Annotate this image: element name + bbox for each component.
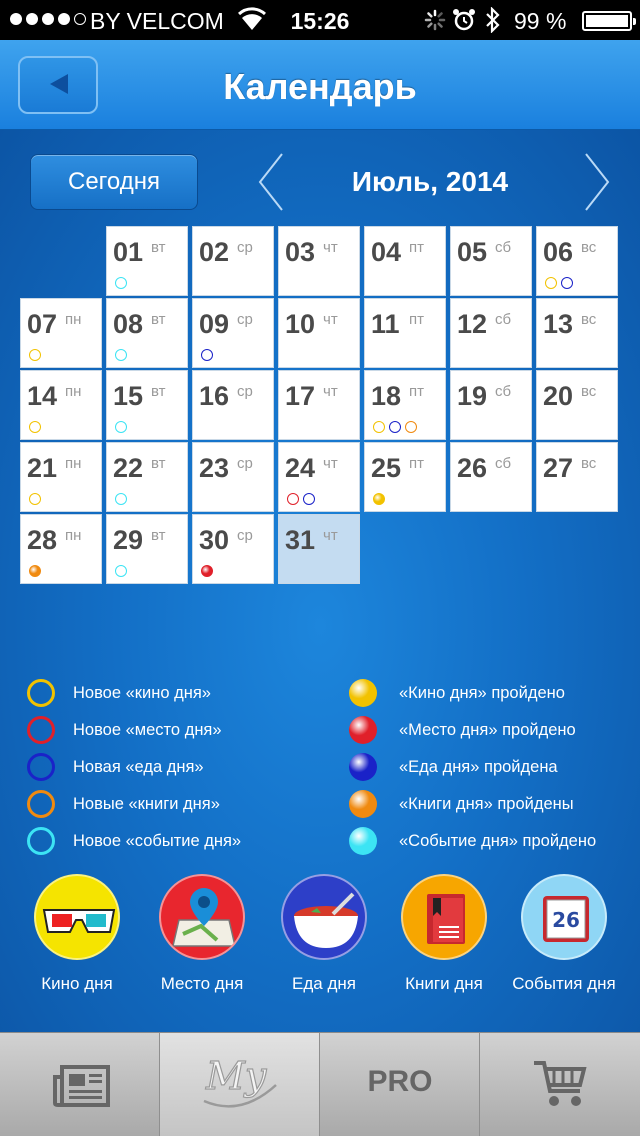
calendar-day-25[interactable] — [364, 442, 446, 512]
day-number: 13 — [543, 309, 574, 339]
red-new-marker-icon — [287, 493, 299, 505]
calendar-day-27[interactable] — [536, 442, 618, 512]
day-of-week: чт — [323, 527, 338, 544]
calendar-day-23[interactable] — [192, 442, 274, 512]
cyan-new-marker-icon — [115, 493, 127, 505]
legend-label: «Событие дня» пройдено — [399, 831, 597, 850]
cyan-new-marker-icon — [115, 349, 127, 361]
calendar-day-24[interactable] — [278, 442, 360, 512]
cyan-new-marker-icon — [115, 277, 127, 289]
day-number: 11 — [371, 309, 400, 339]
day-of-week: пт — [409, 383, 424, 400]
calendar-grid — [0, 226, 640, 586]
day-number: 05 — [457, 237, 488, 267]
calendar-day-26[interactable] — [450, 442, 532, 512]
next-month-button[interactable] — [582, 152, 612, 217]
day-of-week: вт — [151, 455, 166, 472]
ring-icon — [27, 716, 55, 744]
legend-new-item — [27, 676, 211, 710]
category-3d-glasses[interactable] — [17, 874, 137, 994]
day-number: 20 — [543, 381, 574, 411]
ring-icon — [27, 790, 55, 818]
day-number: 30 — [199, 525, 230, 555]
alarm-icon — [452, 8, 476, 38]
legend-label: Новая «еда дня» — [73, 757, 204, 776]
legend-done-item — [349, 787, 574, 821]
map-pin-icon — [159, 874, 245, 960]
activity-spinner-icon — [424, 9, 446, 37]
calendar-day-04[interactable] — [364, 226, 446, 296]
day-of-week: ср — [237, 383, 253, 400]
legend-label: Новое «место дня» — [73, 720, 222, 739]
legend-new-item — [27, 713, 222, 747]
tab-news[interactable] — [0, 1033, 160, 1136]
legend-new-item — [27, 824, 241, 858]
blue-new-marker-icon — [303, 493, 315, 505]
blue-new-marker-icon — [561, 277, 573, 289]
calendar-day-10[interactable] — [278, 298, 360, 368]
day-number: 18 — [371, 381, 402, 411]
calendar-day-29[interactable] — [106, 514, 188, 584]
calendar-day-19[interactable] — [450, 370, 532, 440]
day-number: 24 — [285, 453, 316, 483]
yellow-new-marker-icon — [29, 493, 41, 505]
soup-bowl-icon — [281, 874, 367, 960]
day-of-week: пн — [65, 383, 82, 400]
day-number: 14 — [27, 381, 58, 411]
page-title: Календарь — [223, 66, 417, 107]
navigation-bar — [0, 40, 640, 130]
day-number: 31 — [285, 525, 316, 555]
book-icon — [401, 874, 487, 960]
legend-label: Новое «кино дня» — [73, 683, 211, 702]
category-soup-bowl[interactable] — [264, 874, 384, 994]
day-markers — [201, 349, 213, 361]
day-of-week: вт — [151, 311, 166, 328]
yellow-new-marker-icon — [29, 349, 41, 361]
day-of-week: чт — [323, 311, 338, 328]
day-of-week: вс — [581, 311, 597, 328]
day-number: 28 — [27, 525, 58, 555]
day-number: 17 — [285, 381, 316, 411]
day-number: 23 — [199, 453, 230, 483]
pro-label: PRO — [367, 1065, 433, 1098]
category-book[interactable] — [384, 874, 504, 994]
today-button[interactable]: Сегодня — [30, 154, 198, 210]
calendar-day-06[interactable] — [536, 226, 618, 296]
day-number: 06 — [543, 237, 574, 267]
day-markers — [29, 421, 41, 433]
tab-pro[interactable] — [320, 1033, 480, 1136]
day-number: 03 — [285, 237, 316, 267]
day-markers — [29, 565, 41, 577]
orange-done-marker-icon — [29, 565, 41, 577]
day-of-week: пт — [409, 311, 424, 328]
calendar-26-icon — [521, 874, 607, 960]
tab-bar — [0, 1032, 640, 1136]
day-number: 01 — [113, 237, 144, 267]
day-of-week: пн — [65, 311, 82, 328]
ball-icon — [349, 827, 377, 855]
legend-label: «Еда дня» пройдена — [399, 757, 558, 776]
my-logo-icon — [196, 1049, 286, 1119]
newspaper-icon — [52, 1063, 112, 1109]
day-markers — [201, 565, 213, 577]
cyan-new-marker-icon — [115, 421, 127, 433]
day-number: 07 — [27, 309, 58, 339]
yellow-new-marker-icon — [29, 421, 41, 433]
day-number: 27 — [543, 453, 574, 483]
day-markers — [115, 349, 127, 361]
day-number: 12 — [457, 309, 488, 339]
calendar-day-31[interactable] — [278, 514, 360, 584]
day-number: 08 — [113, 309, 144, 339]
calendar-day-21[interactable] — [20, 442, 102, 512]
ring-icon — [27, 679, 55, 707]
calendar-day-05[interactable] — [450, 226, 532, 296]
ring-icon — [27, 753, 55, 781]
ball-icon — [349, 753, 377, 781]
category-label: События дня — [512, 974, 616, 993]
day-markers — [115, 493, 127, 505]
day-of-week: вс — [581, 455, 597, 472]
calendar-day-03[interactable] — [278, 226, 360, 296]
day-markers — [287, 493, 315, 505]
day-markers — [115, 277, 127, 289]
category-buttons — [0, 874, 640, 1004]
ball-icon — [349, 716, 377, 744]
category-map-pin[interactable] — [142, 874, 262, 994]
tab-my[interactable] — [160, 1033, 320, 1136]
calendar-day-08[interactable] — [106, 298, 188, 368]
day-of-week: вт — [151, 383, 166, 400]
day-of-week: чт — [323, 383, 338, 400]
day-markers — [29, 493, 41, 505]
category-label: Еда дня — [292, 974, 356, 993]
day-number: 02 — [199, 237, 230, 267]
calendar-day-20[interactable] — [536, 370, 618, 440]
my-logo-text: My — [206, 1054, 267, 1098]
blue-new-marker-icon — [201, 349, 213, 361]
calendar-day-11[interactable] — [364, 298, 446, 368]
red-done-marker-icon — [201, 565, 213, 577]
legend-done-item — [349, 750, 558, 784]
calendar-day-09[interactable] — [192, 298, 274, 368]
calendar-day-30[interactable] — [192, 514, 274, 584]
calendar-day-17[interactable] — [278, 370, 360, 440]
legend-label: «Место дня» пройдено — [399, 720, 576, 739]
day-markers — [373, 421, 417, 433]
day-of-week: ср — [237, 311, 253, 328]
legend-new-item — [27, 750, 204, 784]
ball-icon — [349, 679, 377, 707]
clock: 15:26 — [290, 8, 350, 34]
ring-icon — [27, 827, 55, 855]
day-of-week: вт — [151, 527, 166, 544]
legend-label: «Кино дня» пройдено — [399, 683, 565, 702]
day-of-week: сб — [495, 239, 512, 256]
3d-glasses-icon — [34, 874, 120, 960]
category-calendar-26[interactable] — [504, 874, 624, 994]
legend-label: Новые «книги дня» — [73, 794, 220, 813]
cyan-new-marker-icon — [115, 565, 127, 577]
yellow-new-marker-icon — [545, 277, 557, 289]
legend-label: «Книги дня» пройдены — [399, 794, 574, 813]
battery-icon — [582, 11, 632, 31]
legend-new-item — [27, 787, 220, 821]
ball-icon — [349, 790, 377, 818]
day-of-week: вт — [151, 239, 166, 256]
blue-new-marker-icon — [389, 421, 401, 433]
day-number: 25 — [371, 453, 402, 483]
category-label: Место дня — [160, 974, 244, 993]
day-of-week: вс — [581, 239, 597, 256]
day-markers — [373, 493, 385, 505]
battery-percent: 99 % — [514, 8, 567, 34]
day-of-week: ср — [237, 455, 253, 472]
calendar-day-18[interactable] — [364, 370, 446, 440]
day-number: 15 — [113, 381, 144, 411]
day-number: 10 — [285, 309, 316, 339]
legend-done-item — [349, 676, 565, 710]
chevron-left-icon — [256, 152, 286, 212]
day-of-week: сб — [495, 311, 512, 328]
day-of-week: чт — [323, 239, 338, 256]
calendar-day-22[interactable] — [106, 442, 188, 512]
calendar-day-02[interactable] — [192, 226, 274, 296]
category-label: Книги дня — [405, 974, 483, 993]
day-markers — [29, 349, 41, 361]
day-markers — [545, 277, 573, 289]
tab-cart[interactable] — [480, 1033, 640, 1136]
legend — [0, 676, 640, 856]
bluetooth-icon — [484, 7, 502, 39]
yellow-done-marker-icon — [373, 493, 385, 505]
day-of-week: пн — [65, 527, 82, 544]
day-number: 16 — [199, 381, 230, 411]
legend-done-item — [349, 713, 576, 747]
day-of-week: чт — [323, 455, 338, 472]
day-of-week: пт — [409, 239, 424, 256]
calendar-day-16[interactable] — [192, 370, 274, 440]
day-of-week: ср — [237, 527, 253, 544]
calendar-day-01[interactable] — [106, 226, 188, 296]
chevron-right-icon — [582, 152, 612, 212]
day-number: 21 — [27, 453, 58, 483]
day-markers — [115, 421, 127, 433]
day-number: 29 — [113, 525, 144, 555]
day-number: 26 — [457, 453, 488, 483]
legend-label: Новое «событие дня» — [73, 831, 242, 850]
calendar-date-text: 26 — [552, 908, 580, 932]
calendar-day-15[interactable] — [106, 370, 188, 440]
calendar-screen — [0, 130, 640, 1032]
calendar-day-14[interactable] — [20, 370, 102, 440]
legend-done-item — [349, 824, 596, 858]
day-number: 09 — [199, 309, 230, 339]
calendar-day-28[interactable] — [20, 514, 102, 584]
day-of-week: ср — [237, 239, 253, 256]
day-of-week: пн — [65, 455, 82, 472]
calendar-day-13[interactable] — [536, 298, 618, 368]
day-number: 22 — [113, 453, 144, 483]
month-label: Июль, 2014 — [351, 166, 509, 197]
day-of-week: сб — [495, 383, 512, 400]
orange-new-marker-icon — [405, 421, 417, 433]
status-bar — [0, 0, 640, 40]
prev-month-button[interactable] — [256, 152, 286, 217]
category-label: Кино дня — [41, 974, 113, 993]
carrier-name: BY VELCOM — [90, 8, 224, 34]
calendar-day-12[interactable] — [450, 298, 532, 368]
day-of-week: сб — [495, 455, 512, 472]
day-of-week: вс — [581, 383, 597, 400]
yellow-new-marker-icon — [373, 421, 385, 433]
calendar-day-07[interactable] — [20, 298, 102, 368]
day-number: 04 — [371, 237, 402, 267]
shopping-cart-icon — [532, 1057, 588, 1109]
day-of-week: пт — [409, 455, 424, 472]
day-markers — [115, 565, 127, 577]
day-number: 19 — [457, 381, 488, 411]
